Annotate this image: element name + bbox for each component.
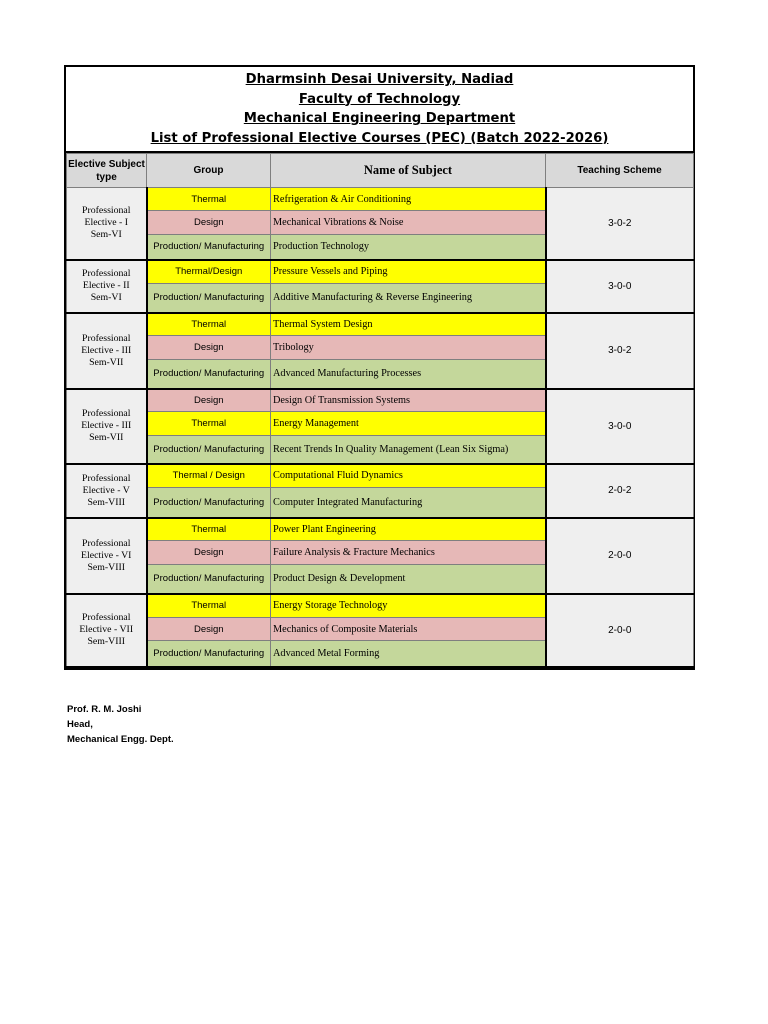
group-cell: Thermal: [147, 594, 271, 618]
group-cell: Thermal: [147, 518, 271, 541]
elective-type-line: Elective - III: [81, 344, 132, 356]
teaching-scheme-cell: 2-0-0: [546, 518, 694, 594]
department-name: Mechanical Engineering Department: [243, 111, 516, 126]
subject-cell: Advanced Metal Forming: [271, 641, 546, 667]
group-cell: Production/ Manufacturing: [147, 235, 271, 260]
subject-cell: Energy Management: [271, 412, 546, 436]
table-header-row: [67, 154, 694, 188]
elective-type-line: Sem-VI: [90, 292, 122, 303]
elective-type-line: Sem-VIII: [87, 636, 126, 647]
table-row: [67, 518, 694, 541]
elective-courses-table: [66, 153, 694, 668]
group-cell: Production/ Manufacturing: [147, 284, 271, 313]
elective-type-line: Professional: [82, 332, 131, 344]
table-body: [67, 188, 694, 667]
group-cell: Thermal/Design: [147, 260, 271, 284]
group-cell: Design: [147, 211, 271, 235]
elective-type-line: Sem-VII: [89, 432, 124, 443]
pec-document: [64, 65, 695, 670]
group-cell: Thermal / Design: [147, 464, 271, 488]
group-cell: Production/ Manufacturing: [147, 360, 271, 389]
elective-type-cell: [67, 594, 147, 667]
elective-type-line: Professional: [82, 612, 131, 623]
group-cell: Production/ Manufacturing: [147, 488, 271, 518]
elective-type-cell: [67, 188, 147, 260]
elective-type-line: Elective - VI: [81, 549, 132, 561]
teaching-scheme-cell: 3-0-0: [546, 389, 694, 464]
elective-type-line: Sem-VIII: [87, 561, 126, 573]
table-row: [67, 313, 694, 336]
subject-cell: Additive Manufacturing & Reverse Engineering: [271, 284, 546, 313]
col-header-elective-type: Elective Subject type: [67, 154, 147, 188]
elective-type-cell: [67, 389, 147, 464]
group-cell: Production/ Manufacturing: [147, 565, 271, 594]
group-cell: Design: [147, 336, 271, 360]
group-cell: Design: [147, 389, 271, 412]
subject-cell: Mechanics of Composite Materials: [271, 618, 546, 641]
col-header-subject: Name of Subject: [271, 154, 546, 188]
elective-type-line: Professional: [82, 205, 131, 217]
elective-type-line: Professional: [82, 408, 131, 419]
elective-type-line: Professional: [82, 472, 131, 484]
elective-type-line: Sem-VII: [89, 356, 124, 368]
elective-type-cell: [67, 518, 147, 594]
signature-block: [67, 702, 174, 747]
elective-type-line: Sem-VI: [90, 229, 122, 241]
elective-type-line: Elective - III: [81, 420, 132, 431]
table-row: [67, 188, 694, 211]
table-row: [67, 389, 694, 412]
elective-type-line: Elective - II: [82, 280, 130, 291]
group-cell: Thermal: [147, 412, 271, 436]
elective-type-line: Elective - I: [84, 217, 129, 229]
group-cell: Production/ Manufacturing: [147, 641, 271, 667]
table-row: [67, 464, 694, 488]
elective-type-line: Sem-VIII: [87, 496, 126, 508]
signatory-title: Head,: [67, 719, 93, 730]
subject-cell: Product Design & Development: [271, 565, 546, 594]
elective-type-cell: [67, 464, 147, 518]
group-cell: Production/ Manufacturing: [147, 436, 271, 464]
subject-cell: Production Technology: [271, 235, 546, 260]
table-row: [67, 260, 694, 284]
table-row: [67, 594, 694, 618]
group-cell: Design: [147, 618, 271, 641]
signatory-name: Prof. R. M. Joshi: [67, 704, 142, 715]
elective-type-line: Elective - V: [82, 484, 130, 496]
elective-type-line: Professional: [82, 268, 131, 279]
subject-cell: Design Of Transmission Systems: [271, 389, 546, 412]
document-title: List of Professional Elective Courses (PEC) (Batch 2022-2026): [150, 130, 609, 146]
subject-cell: Computer Integrated Manufacturing: [271, 488, 546, 518]
subject-cell: Tribology: [271, 336, 546, 360]
elective-type-cell: [67, 313, 147, 389]
subject-cell: Advanced Manufacturing Processes: [271, 360, 546, 389]
subject-cell: Computational Fluid Dynamics: [271, 464, 546, 488]
subject-cell: Thermal System Design: [271, 313, 546, 336]
subject-cell: Mechanical Vibrations & Noise: [271, 211, 546, 235]
subject-cell: Energy Storage Technology: [271, 594, 546, 618]
elective-type-cell: [67, 260, 147, 313]
teaching-scheme-cell: 3-0-2: [546, 313, 694, 389]
subject-cell: Recent Trends In Quality Management (Lean Six Sigma): [271, 436, 546, 464]
elective-type-line: Professional: [82, 537, 131, 549]
teaching-scheme-cell: 3-0-2: [546, 188, 694, 260]
group-cell: Thermal: [147, 188, 271, 211]
col-header-group: Group: [147, 154, 271, 188]
teaching-scheme-cell: 2-0-2: [546, 464, 694, 518]
university-name: Dharmsinh Desai University, Nadiad: [245, 72, 514, 87]
subject-cell: Pressure Vessels and Piping: [271, 260, 546, 284]
subject-cell: Power Plant Engineering: [271, 518, 546, 541]
elective-type-line: Elective - VII: [79, 624, 134, 635]
document-header: [66, 67, 693, 153]
col-header-scheme: Teaching Scheme: [546, 154, 694, 188]
signatory-department: Mechanical Engg. Dept.: [67, 734, 174, 745]
teaching-scheme-cell: 3-0-0: [546, 260, 694, 313]
teaching-scheme-cell: 2-0-0: [546, 594, 694, 667]
subject-cell: Refrigeration & Air Conditioning: [271, 188, 546, 211]
faculty-name: Faculty of Technology: [298, 91, 461, 107]
group-cell: Thermal: [147, 313, 271, 336]
group-cell: Design: [147, 541, 271, 565]
subject-cell: Failure Analysis & Fracture Mechanics: [271, 541, 546, 565]
